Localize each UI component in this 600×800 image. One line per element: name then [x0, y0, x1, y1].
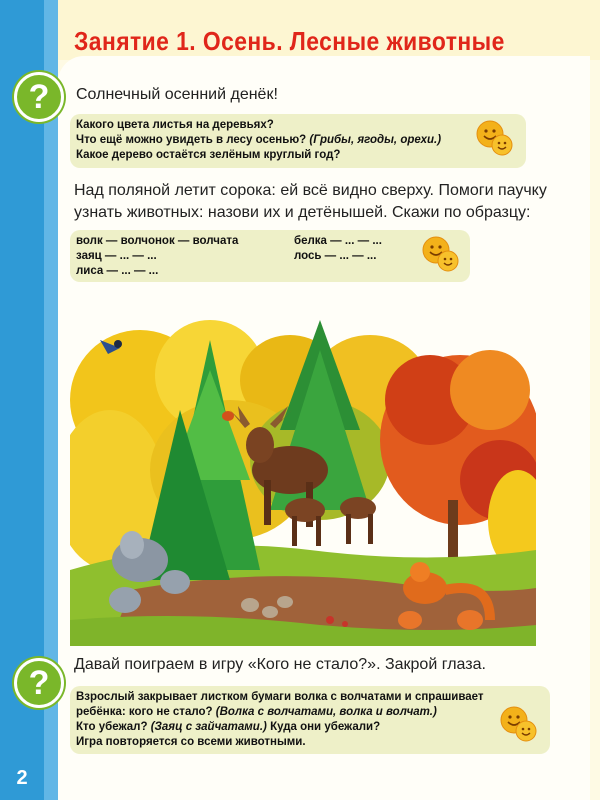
page-number: 2 [0, 756, 44, 800]
pattern-line: заяц — ... — ... [76, 250, 157, 262]
question-icon: ? [14, 658, 64, 708]
hint-line: Взрослый закрывает листком бумаги волка с волчатами и спрашивает [76, 691, 484, 703]
task-paragraph-line: Над поляной летит сорока: ей всё видно сверху. Помоги паучку [74, 182, 547, 199]
game-intro-text: Давай поиграем в игру «Кого не стало?». Закрой глаза. [74, 656, 486, 673]
intro-text: Солнечный осенний денёк! [76, 86, 278, 103]
hint-line: ребёнка: кого не стало? (Волка с волчатами, волка и волчат.) [76, 706, 437, 718]
hint-line: Какого цвета листья на деревьях? [76, 119, 274, 131]
hint-line: Кто убежал? (Заяц с зайчатами.) Куда они убежали? [76, 721, 381, 733]
page-title: Занятие 1. Осень. Лесные животные [74, 26, 505, 56]
question-icon: ? [14, 72, 64, 122]
pattern-line: волк — волчонок — волчата [76, 235, 239, 247]
forest-illustration [70, 320, 536, 646]
task-paragraph-line: узнать животных: назови их и детёнышей. Скажи по образцу: [74, 204, 531, 221]
hint-line: Игра повторяется со всеми животными. [76, 736, 306, 748]
hint-line: Какое дерево остаётся зелёным круглый год? [76, 149, 341, 161]
pattern-line: лиса — ... — ... [76, 265, 159, 277]
hint-line: Что ещё можно увидеть в лесу осенью? (Грибы, ягоды, орехи.) [76, 134, 442, 146]
pattern-line: белка — ... — ... [294, 235, 382, 247]
smiley-icon [498, 704, 538, 744]
pattern-line: лось — ... — ... [294, 250, 377, 262]
smiley-icon [474, 118, 514, 158]
smiley-icon [420, 234, 460, 274]
